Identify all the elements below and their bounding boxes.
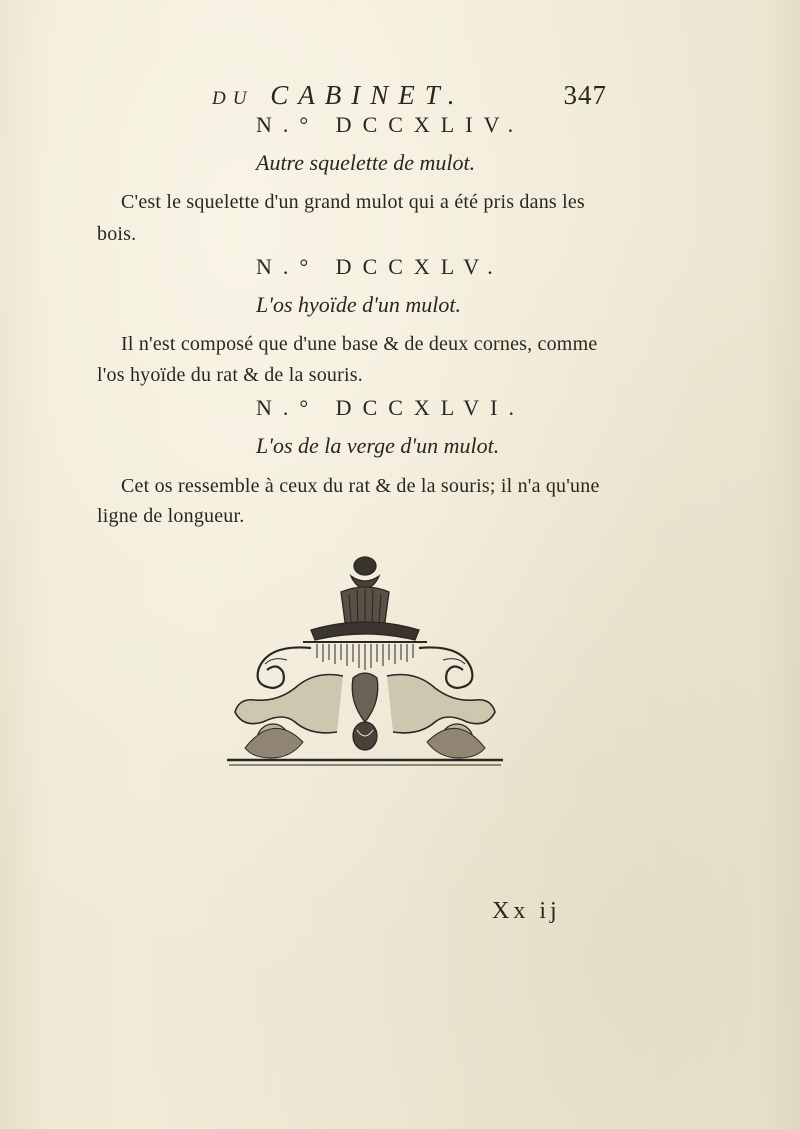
entry-title-3: L'os de la verge d'un mulot.: [256, 433, 500, 458]
entry-number-3: N.° DCCXLVI.: [256, 395, 525, 420]
tailpiece-ornament: [225, 552, 505, 768]
entry-number-1: N.° DCCXLIV.: [256, 112, 525, 137]
entry-title-2: L'os hyoïde d'un mulot.: [256, 292, 461, 317]
entry-text-3-line-2: ligne de longueur.: [97, 505, 245, 527]
entry-text-3-line-1: Cet os ressemble à ceux du rat & de la souris; il n'a qu'une: [121, 475, 600, 497]
entry-number-2: N.° DCCXLV.: [256, 254, 504, 279]
page-number: 347: [563, 80, 607, 110]
running-head-word: CABINET.: [270, 80, 465, 110]
running-head-title: [212, 80, 464, 111]
entry-text-2-line-1: Il n'est composé que d'une base & de deux cornes, comme: [121, 333, 598, 355]
entry-text-1-line-2: bois.: [97, 223, 137, 245]
entry-title-1: Autre squelette de mulot.: [256, 150, 476, 175]
entry-text-1-line-1: C'est le squelette d'un grand mulot qui a été pris dans les: [121, 191, 585, 213]
running-head-prefix: DU: [212, 88, 254, 109]
signature-mark: Xx ij: [492, 898, 561, 924]
entry-text-2-line-2: l'os hyoïde du rat & de la souris.: [97, 364, 363, 386]
running-head: [212, 80, 607, 110]
